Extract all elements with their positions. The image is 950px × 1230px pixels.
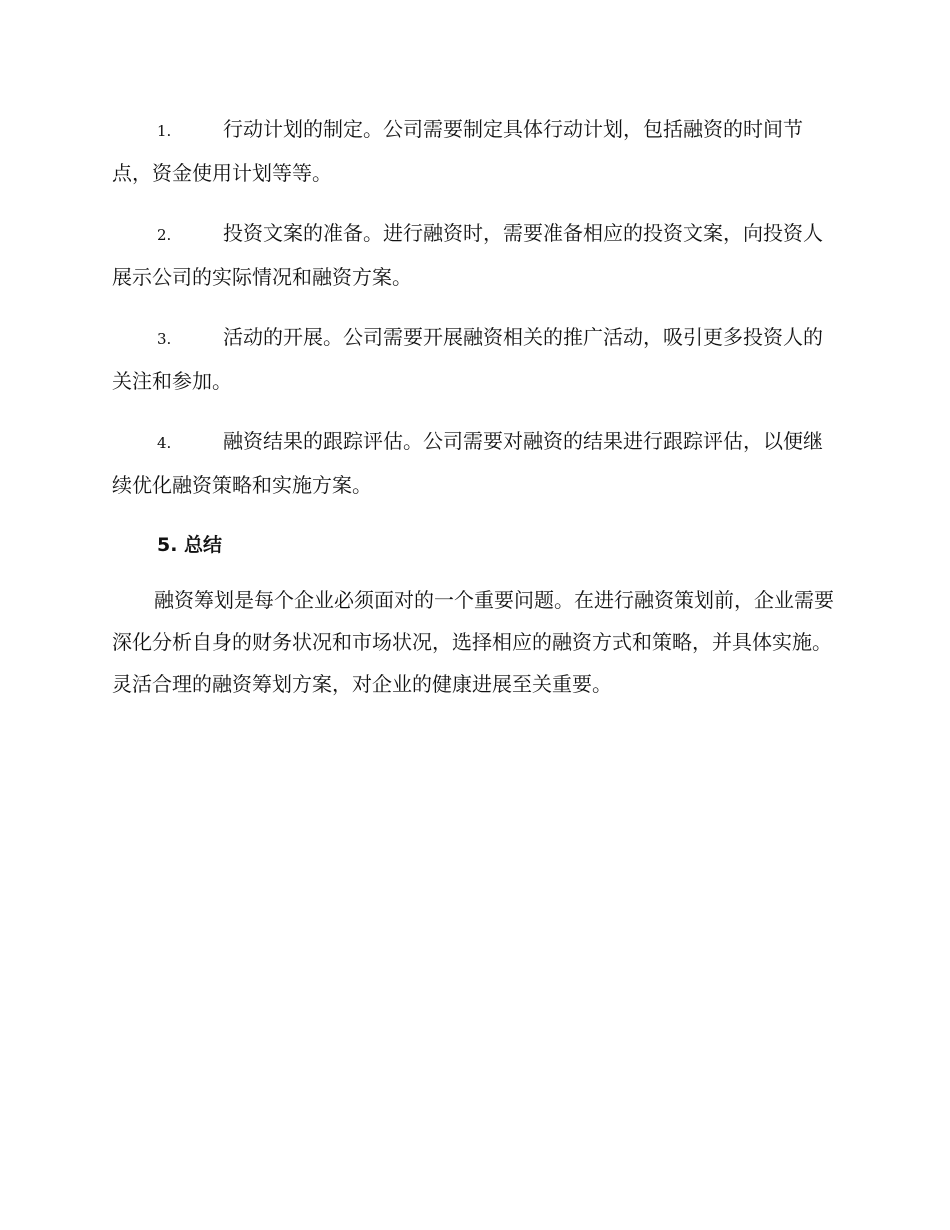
list-item [112,316,838,402]
summary-paragraph: 融资筹划是每个企业必须面对的一个重要问题。在进行融资策划前，企业需要深化分析自身的财务状况和市场状况，选择相应的融资方式和策略，并具体实施。灵活合理的融资筹划方案，对企业的健康进展至关重要。 [112,588,834,696]
list-item-text: 融资结果的跟踪评估。公司需要对融资的结果进行跟踪评估，以便继续优化融资策略和实施方案。 [112,429,823,497]
list-item-text: 行动计划的制定。公司需要制定具体行动计划，包括融资的时间节点，资金使用计划等等。 [112,117,803,185]
list-item-number: 3. [157,330,172,348]
section-heading: 5. 总结 [157,534,223,556]
list-item [112,108,838,194]
list-item [112,420,838,506]
numbered-list [112,108,838,506]
list-item-number: 1. [157,122,172,140]
list-item-number: 2. [157,226,172,244]
list-item-text: 投资文案的准备。进行融资时，需要准备相应的投资文案，向投资人展示公司的实际情况和融资方案。 [112,221,823,289]
list-item-text: 活动的开展。公司需要开展融资相关的推广活动，吸引更多投资人的关注和参加。 [112,325,823,393]
document-page [112,108,838,705]
list-item [112,212,838,298]
list-item-number: 4. [157,434,172,452]
